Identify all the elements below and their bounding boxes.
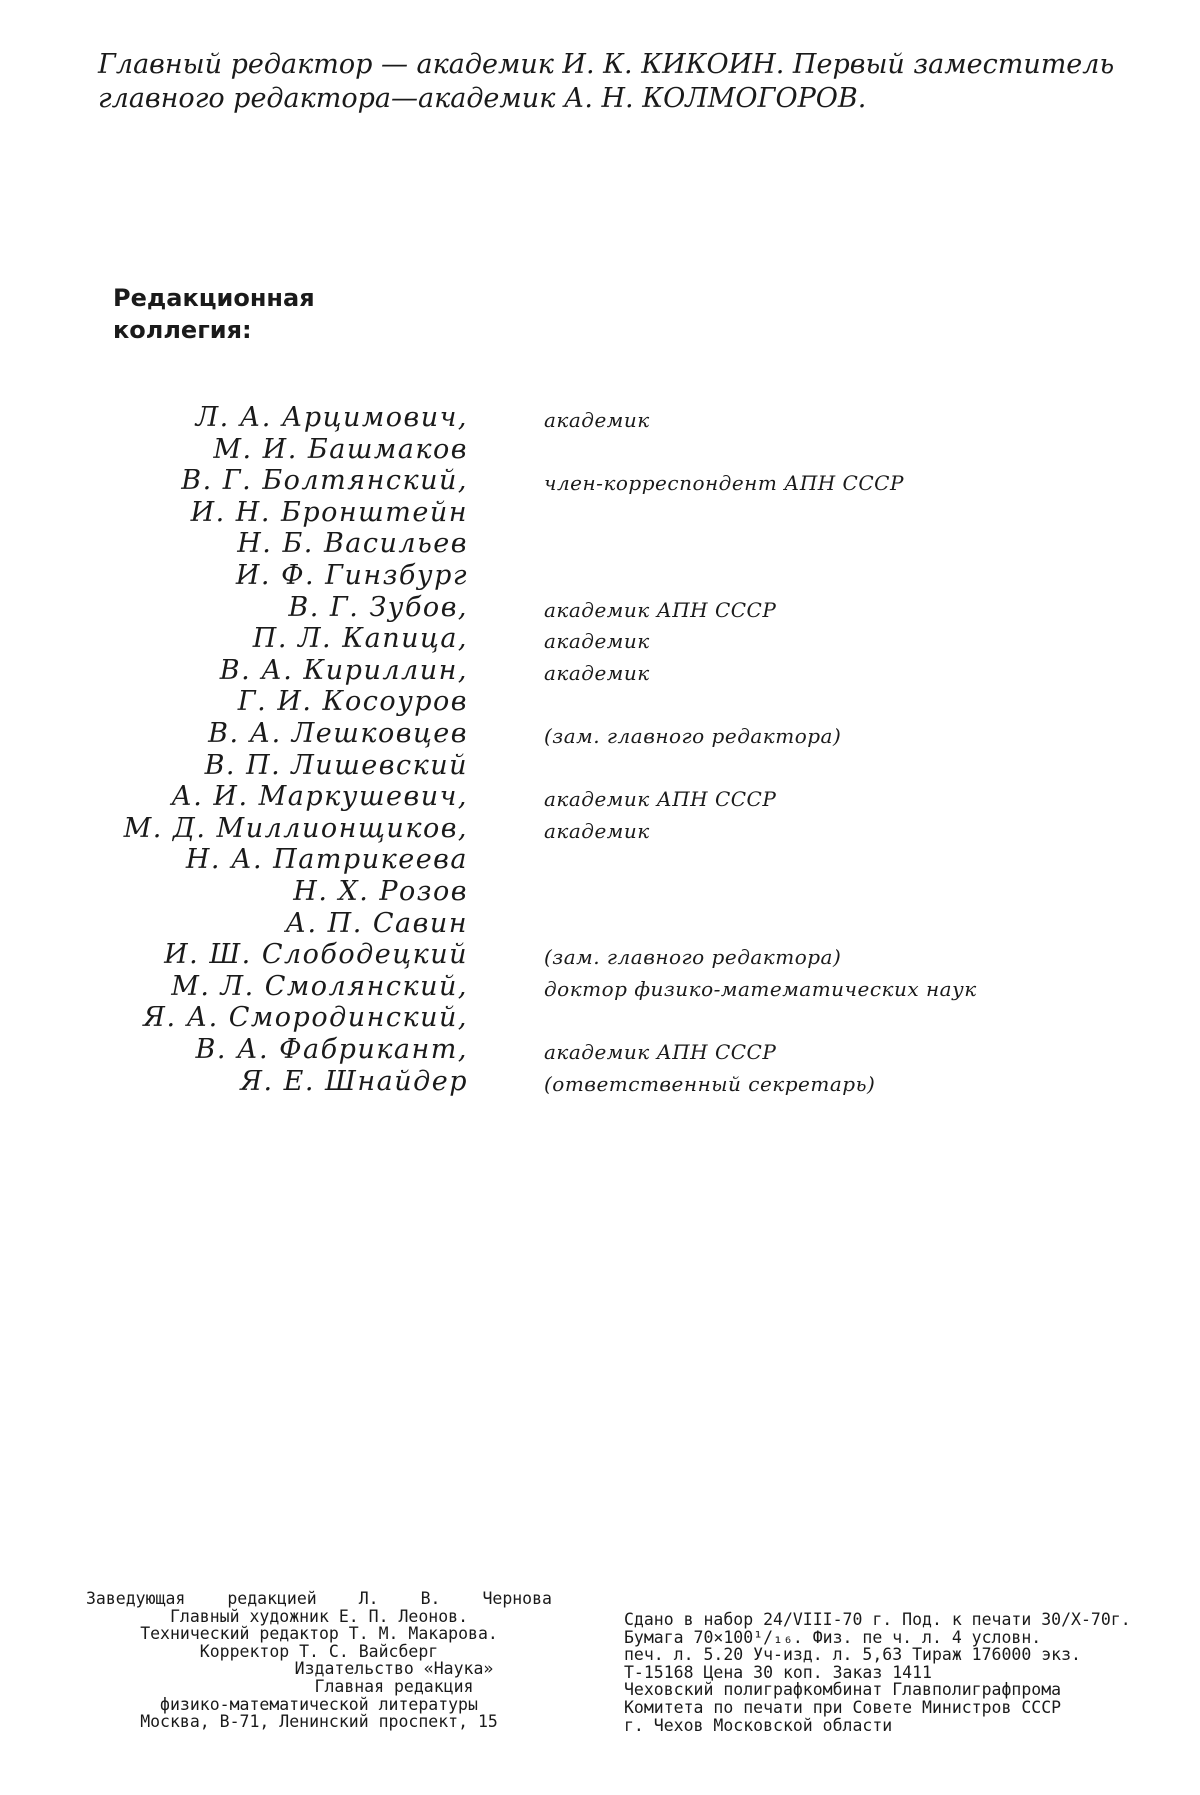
board-member-row: [0, 1066, 1200, 1098]
board-member-name: А. П. Савин: [285, 907, 468, 939]
board-member-row: [0, 434, 1200, 466]
board-member-name: В. П. Лишевский: [204, 749, 468, 781]
board-member-title: (зам. главного редактора): [544, 724, 842, 748]
board-member-name: Н. А. Патрикеева: [185, 844, 468, 876]
board-member-title: академик: [544, 660, 650, 685]
board-member-row: [0, 560, 1200, 592]
imprint-staff-line: Главный художник Е. П. Леонов.: [169, 1606, 468, 1626]
board-member-name: А. И. Маркушевич,: [171, 781, 468, 813]
board-member-name: М. Л. Смолянский,: [171, 970, 468, 1002]
editorial-board-heading-line-1: Редакционная: [113, 284, 315, 312]
board-member-title: академик: [544, 408, 650, 432]
board-member-name: В. Г. Зубов,: [288, 591, 468, 623]
imprint-staff-line: физико-математической литературы: [160, 1694, 478, 1714]
board-member-title: академик АПН СССР: [544, 1040, 777, 1064]
board-member-row: [0, 876, 1200, 908]
board-member-row: [0, 623, 1200, 655]
board-member-row: [0, 402, 1200, 434]
imprint-staff-line: Главная редакция: [314, 1676, 474, 1696]
board-member-name: И. Н. Бронштейн: [190, 496, 468, 528]
imprint-print-line: печ. л. 5.20 Уч-изд. л. 5,63 Тираж 176000 экз.: [624, 1645, 1081, 1665]
board-member-title: академик АПН СССР: [544, 597, 777, 622]
board-member-row: [0, 497, 1200, 529]
masthead-line-2: главного редактора—академик А. Н. КОЛМОГОРОВ.: [98, 83, 867, 114]
board-member-row: [0, 813, 1200, 845]
board-member-name: Н. Б. Васильев: [237, 528, 468, 560]
board-member-row: [0, 750, 1200, 782]
imprint-print-line: Комитета по печати при Совете Министров СССР: [624, 1697, 1062, 1717]
editorial-board-heading-line-2: коллегия:: [113, 316, 252, 344]
imprint-print-line: Сдано в набор 24/VIII-70 г. Под. к печати 30/X-70г.: [624, 1610, 1131, 1629]
board-member-name: Я. Е. Шнайдер: [240, 1065, 468, 1097]
board-member-row: [0, 686, 1200, 718]
board-member-title: доктор физико-математических наук: [544, 976, 977, 1001]
imprint-staff: [86, 1590, 552, 1731]
imprint-staff-line: Заведующая редакцией Л. В. Чернова: [86, 1589, 552, 1608]
imprint-staff-line: Москва, В-71, Ленинский проспект, 15: [140, 1712, 498, 1732]
board-member-row: [0, 528, 1200, 560]
board-member-row: [0, 592, 1200, 624]
board-member-title: академик: [544, 818, 650, 843]
board-member-name: В. А. Лешковцев: [208, 718, 468, 749]
board-member-name: В. А. Кириллин,: [219, 654, 468, 686]
board-member-title: член-корреспондент АПН СССР: [544, 471, 904, 496]
masthead-line-1: Главный редактор — академик И. К. КИКОИН. Первый заместитель: [98, 49, 1115, 80]
board-member-title: академик: [544, 629, 650, 654]
board-member-row: [0, 1034, 1200, 1066]
board-member-row: [0, 971, 1200, 1003]
board-member-title: академик АПН СССР: [544, 787, 777, 812]
board-member-row: [0, 939, 1200, 971]
imprint-staff-line: Технический редактор Т. М. Макарова.: [140, 1624, 498, 1644]
imprint-print-line: Т-15168 Цена 30 коп. Заказ 1411: [624, 1662, 932, 1682]
imprint-staff-line: Корректор Т. С. Вайсберг: [199, 1641, 439, 1661]
board-member-name: Г. И. Косоуров: [237, 686, 468, 718]
imprint-print-line: Чеховский полиграфкомбинат Главполиграфпрома: [624, 1680, 1062, 1700]
board-member-name: П. Л. Капица,: [252, 623, 468, 655]
board-member-row: [0, 465, 1200, 497]
board-member-name: М. Д. Миллионщиков,: [123, 812, 468, 844]
board-member-row: [0, 1002, 1200, 1034]
imprint-print-line: г. Чехов Московской области: [624, 1715, 893, 1735]
board-member-name: И. Ф. Гинзбург: [235, 560, 468, 591]
board-member-name: Я. А. Смородинский,: [143, 1002, 468, 1034]
board-member-name: В. А. Фабрикант,: [195, 1034, 468, 1065]
imprint-print-details: [624, 1611, 1160, 1734]
board-member-row: [0, 781, 1200, 813]
board-member-row: [0, 844, 1200, 876]
imprint-staff-line: Издательство «Наука»: [294, 1659, 494, 1679]
board-member-name: И. Ш. Слободецкий: [164, 939, 468, 971]
board-member-title: (ответственный секретарь): [544, 1071, 876, 1096]
board-member-name: Н. Х. Розов: [293, 876, 468, 907]
board-member-name: В. Г. Болтянский,: [181, 465, 468, 497]
editorial-board-heading: [113, 282, 315, 346]
board-member-row: [0, 718, 1200, 750]
board-member-name: М. И. Башмаков: [213, 433, 468, 465]
board-member-name: Л. А. Арцимович,: [195, 402, 468, 433]
board-member-row: [0, 908, 1200, 940]
board-member-row: [0, 655, 1200, 687]
board-member-title: (зам. главного редактора): [544, 945, 842, 970]
imprint-print-line: Бумага 70×100¹/₁₆. Физ. пе ч. л. 4 условн.: [624, 1627, 1042, 1647]
masthead-chief-editors: [98, 48, 1148, 116]
